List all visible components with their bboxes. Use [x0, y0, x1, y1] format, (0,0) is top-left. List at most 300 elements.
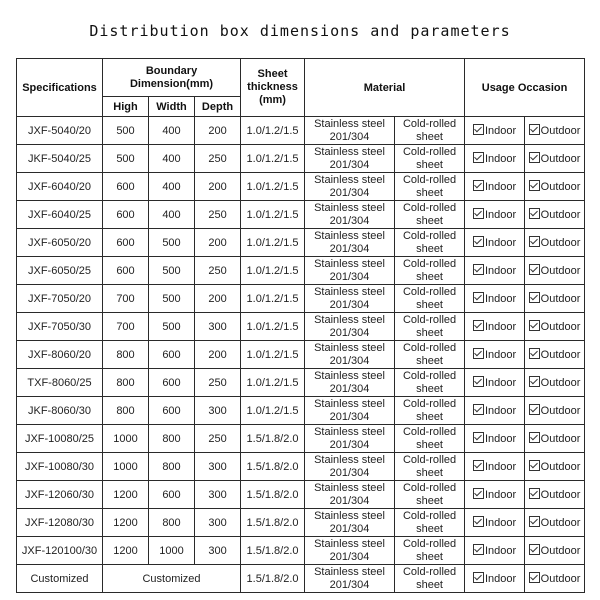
material-coldrolled-line1: Cold-rolled	[402, 537, 457, 550]
cell-spec: TXF-8060/25	[17, 369, 103, 397]
checkbox-checked-icon	[473, 208, 484, 219]
cell-material-coldrolled	[395, 145, 465, 173]
cell-depth: 300	[195, 313, 241, 341]
cell-material-coldrolled	[395, 285, 465, 313]
cell-thickness: 1.0/1.2/1.5	[241, 117, 305, 145]
cell-spec: JXF-6050/20	[17, 229, 103, 257]
cell-high: 1200	[103, 481, 149, 509]
cell-thickness: 1.5/1.8/2.0	[241, 481, 305, 509]
material-coldrolled-line1: Cold-rolled	[402, 481, 457, 494]
header-sheet-line1: Sheet	[257, 68, 288, 80]
usage-indoor-label: Indoor	[484, 125, 517, 137]
cell-depth: 250	[195, 145, 241, 173]
checkbox-checked-icon	[473, 292, 484, 303]
cell-material-stainless	[305, 425, 395, 453]
cell-usage-indoor	[465, 229, 525, 257]
cell-spec: JXF-10080/25	[17, 425, 103, 453]
cell-usage-indoor	[465, 425, 525, 453]
checkbox-checked-icon	[529, 460, 540, 471]
cell-usage-outdoor	[525, 453, 585, 481]
cell-depth: 200	[195, 285, 241, 313]
material-coldrolled-line2: sheet	[416, 186, 443, 199]
cell-material-coldrolled	[395, 173, 465, 201]
table-row	[17, 145, 585, 173]
material-stainless-line1: Stainless steel	[314, 453, 385, 466]
cell-material-coldrolled	[395, 201, 465, 229]
usage-outdoor-label: Outdoor	[540, 545, 581, 557]
cell-usage-indoor	[465, 341, 525, 369]
cell-thickness: 1.0/1.2/1.5	[241, 229, 305, 257]
cell-material-stainless	[305, 565, 395, 593]
cell-high: 1000	[103, 425, 149, 453]
table-row	[17, 481, 585, 509]
cell-usage-outdoor	[525, 257, 585, 285]
page-title: Distribution box dimensions and parameters	[89, 22, 511, 40]
cell-depth: 250	[195, 425, 241, 453]
material-stainless-line1: Stainless steel	[314, 565, 385, 578]
material-stainless-line2: 201/304	[329, 438, 370, 451]
cell-material-stainless	[305, 397, 395, 425]
cell-usage-outdoor	[525, 229, 585, 257]
cell-high: 700	[103, 285, 149, 313]
usage-outdoor-label: Outdoor	[540, 433, 581, 445]
material-stainless-line1: Stainless steel	[314, 509, 385, 522]
table-row	[17, 397, 585, 425]
cell-material-coldrolled	[395, 453, 465, 481]
cell-material-stainless	[305, 313, 395, 341]
cell-usage-outdoor	[525, 173, 585, 201]
usage-indoor-label: Indoor	[484, 349, 517, 361]
usage-indoor-label: Indoor	[484, 573, 517, 585]
material-stainless-line2: 201/304	[329, 158, 370, 171]
cell-width: 400	[149, 201, 195, 229]
header-boundary-line1: Boundary	[145, 64, 198, 77]
table-row	[17, 369, 585, 397]
header-boundary-line2: Dimension(mm)	[129, 77, 214, 90]
material-coldrolled-line1: Cold-rolled	[402, 425, 457, 438]
cell-high: 1000	[103, 453, 149, 481]
material-coldrolled-line2: sheet	[416, 494, 443, 507]
cell-material-stainless	[305, 285, 395, 313]
cell-high: 800	[103, 369, 149, 397]
cell-depth: 250	[195, 369, 241, 397]
usage-indoor-label: Indoor	[484, 181, 517, 193]
checkbox-checked-icon	[529, 348, 540, 359]
cell-usage-indoor	[465, 481, 525, 509]
checkbox-checked-icon	[473, 348, 484, 359]
cell-depth: 250	[195, 201, 241, 229]
usage-outdoor-label: Outdoor	[540, 377, 581, 389]
material-coldrolled-line1: Cold-rolled	[402, 313, 457, 326]
usage-indoor-label: Indoor	[484, 489, 517, 501]
usage-indoor-label: Indoor	[484, 377, 517, 389]
cell-high: 500	[103, 145, 149, 173]
cell-material-coldrolled	[395, 481, 465, 509]
usage-indoor-label: Indoor	[484, 517, 517, 529]
material-coldrolled-line1: Cold-rolled	[402, 509, 457, 522]
cell-usage-outdoor	[525, 425, 585, 453]
material-coldrolled-line1: Cold-rolled	[402, 369, 457, 382]
material-stainless-line1: Stainless steel	[314, 257, 385, 270]
material-stainless-line1: Stainless steel	[314, 117, 385, 130]
header-high: High	[103, 97, 149, 117]
cell-usage-outdoor	[525, 509, 585, 537]
usage-outdoor-label: Outdoor	[540, 125, 581, 137]
cell-usage-indoor	[465, 285, 525, 313]
cell-spec: JXF-8060/20	[17, 341, 103, 369]
checkbox-checked-icon	[473, 376, 484, 387]
checkbox-checked-icon	[529, 292, 540, 303]
material-stainless-line1: Stainless steel	[314, 145, 385, 158]
cell-usage-indoor	[465, 565, 525, 593]
material-coldrolled-line2: sheet	[416, 410, 443, 423]
material-stainless-line2: 201/304	[329, 186, 370, 199]
checkbox-checked-icon	[473, 180, 484, 191]
material-coldrolled-line1: Cold-rolled	[402, 341, 457, 354]
cell-material-stainless	[305, 537, 395, 565]
checkbox-checked-icon	[529, 544, 540, 555]
material-coldrolled-line1: Cold-rolled	[402, 453, 457, 466]
checkbox-checked-icon	[473, 460, 484, 471]
material-coldrolled-line2: sheet	[416, 158, 443, 171]
material-coldrolled-line1: Cold-rolled	[402, 201, 457, 214]
checkbox-checked-icon	[529, 208, 540, 219]
table-row	[17, 509, 585, 537]
cell-material-coldrolled	[395, 397, 465, 425]
table-row	[17, 425, 585, 453]
cell-usage-outdoor	[525, 481, 585, 509]
material-stainless-line1: Stainless steel	[314, 173, 385, 186]
checkbox-checked-icon	[473, 320, 484, 331]
cell-usage-indoor	[465, 257, 525, 285]
checkbox-checked-icon	[473, 152, 484, 163]
checkbox-checked-icon	[473, 572, 484, 583]
cell-usage-indoor	[465, 369, 525, 397]
table-row	[17, 285, 585, 313]
cell-material-coldrolled	[395, 117, 465, 145]
cell-usage-indoor	[465, 453, 525, 481]
material-coldrolled-line2: sheet	[416, 214, 443, 227]
cell-thickness: 1.5/1.8/2.0	[241, 425, 305, 453]
material-stainless-line2: 201/304	[329, 522, 370, 535]
usage-indoor-label: Indoor	[484, 265, 517, 277]
cell-high: 600	[103, 201, 149, 229]
material-coldrolled-line2: sheet	[416, 466, 443, 479]
usage-outdoor-label: Outdoor	[540, 461, 581, 473]
checkbox-checked-icon	[473, 124, 484, 135]
table-body	[17, 117, 585, 593]
cell-material-stainless	[305, 201, 395, 229]
cell-depth: 300	[195, 453, 241, 481]
cell-usage-outdoor	[525, 397, 585, 425]
cell-usage-indoor	[465, 173, 525, 201]
header-material: Material	[305, 59, 465, 117]
usage-indoor-label: Indoor	[484, 433, 517, 445]
cell-usage-indoor	[465, 509, 525, 537]
cell-usage-outdoor	[525, 537, 585, 565]
header-specifications: Specifications	[17, 59, 103, 117]
cell-thickness: 1.0/1.2/1.5	[241, 369, 305, 397]
material-stainless-line1: Stainless steel	[314, 201, 385, 214]
cell-high: 600	[103, 257, 149, 285]
checkbox-checked-icon	[529, 180, 540, 191]
cell-usage-outdoor	[525, 285, 585, 313]
checkbox-checked-icon	[529, 516, 540, 527]
cell-thickness: 1.5/1.8/2.0	[241, 509, 305, 537]
usage-outdoor-label: Outdoor	[540, 405, 581, 417]
usage-outdoor-label: Outdoor	[540, 349, 581, 361]
material-stainless-line2: 201/304	[329, 326, 370, 339]
usage-outdoor-label: Outdoor	[540, 153, 581, 165]
usage-outdoor-label: Outdoor	[540, 321, 581, 333]
cell-spec: JXF-6040/25	[17, 201, 103, 229]
cell-spec: Customized	[17, 565, 103, 593]
checkbox-checked-icon	[529, 404, 540, 415]
material-coldrolled-line1: Cold-rolled	[402, 565, 457, 578]
checkbox-checked-icon	[529, 152, 540, 163]
material-stainless-line2: 201/304	[329, 466, 370, 479]
distribution-box-table	[16, 58, 585, 593]
header-width: Width	[149, 97, 195, 117]
cell-material-stainless	[305, 453, 395, 481]
cell-usage-outdoor	[525, 117, 585, 145]
cell-usage-indoor	[465, 201, 525, 229]
usage-indoor-label: Indoor	[484, 321, 517, 333]
material-stainless-line1: Stainless steel	[314, 285, 385, 298]
checkbox-checked-icon	[529, 236, 540, 247]
cell-spec: JXF-5040/20	[17, 117, 103, 145]
material-coldrolled-line2: sheet	[416, 270, 443, 283]
material-stainless-line1: Stainless steel	[314, 537, 385, 550]
cell-material-stainless	[305, 257, 395, 285]
cell-material-coldrolled	[395, 229, 465, 257]
cell-width: 800	[149, 509, 195, 537]
usage-indoor-label: Indoor	[484, 237, 517, 249]
cell-thickness: 1.0/1.2/1.5	[241, 313, 305, 341]
material-coldrolled-line2: sheet	[416, 326, 443, 339]
cell-depth: 300	[195, 481, 241, 509]
cell-thickness: 1.5/1.8/2.0	[241, 537, 305, 565]
cell-spec: JKF-8060/30	[17, 397, 103, 425]
cell-thickness: 1.5/1.8/2.0	[241, 453, 305, 481]
cell-spec: JXF-10080/30	[17, 453, 103, 481]
material-stainless-line2: 201/304	[329, 410, 370, 423]
material-stainless-line2: 201/304	[329, 550, 370, 563]
material-coldrolled-line1: Cold-rolled	[402, 397, 457, 410]
cell-width: 1000	[149, 537, 195, 565]
cell-usage-indoor	[465, 313, 525, 341]
checkbox-checked-icon	[473, 404, 484, 415]
checkbox-checked-icon	[473, 264, 484, 275]
cell-material-coldrolled	[395, 313, 465, 341]
cell-material-stainless	[305, 509, 395, 537]
cell-material-coldrolled	[395, 565, 465, 593]
cell-thickness: 1.5/1.8/2.0	[241, 565, 305, 593]
table-row	[17, 537, 585, 565]
cell-depth: 200	[195, 117, 241, 145]
material-stainless-line1: Stainless steel	[314, 481, 385, 494]
checkbox-checked-icon	[529, 488, 540, 499]
cell-depth: 300	[195, 509, 241, 537]
cell-width: 800	[149, 453, 195, 481]
header-sheet-line2: thickness	[247, 81, 298, 93]
header-depth: Depth	[195, 97, 241, 117]
material-coldrolled-line2: sheet	[416, 298, 443, 311]
material-coldrolled-line2: sheet	[416, 382, 443, 395]
cell-high: 600	[103, 229, 149, 257]
cell-thickness: 1.0/1.2/1.5	[241, 341, 305, 369]
cell-width: 500	[149, 285, 195, 313]
usage-outdoor-label: Outdoor	[540, 265, 581, 277]
material-coldrolled-line1: Cold-rolled	[402, 145, 457, 158]
cell-usage-indoor	[465, 145, 525, 173]
table-row	[17, 201, 585, 229]
usage-outdoor-label: Outdoor	[540, 517, 581, 529]
cell-width: 500	[149, 257, 195, 285]
material-stainless-line2: 201/304	[329, 298, 370, 311]
cell-usage-outdoor	[525, 341, 585, 369]
table-row-customized	[17, 565, 585, 593]
cell-width: 800	[149, 425, 195, 453]
cell-dimension: Customized	[103, 565, 241, 593]
table-row	[17, 173, 585, 201]
cell-usage-indoor	[465, 537, 525, 565]
table-row	[17, 117, 585, 145]
material-coldrolled-line1: Cold-rolled	[402, 173, 457, 186]
cell-high: 1200	[103, 509, 149, 537]
cell-width: 600	[149, 481, 195, 509]
cell-material-coldrolled	[395, 509, 465, 537]
cell-usage-outdoor	[525, 565, 585, 593]
material-stainless-line2: 201/304	[329, 270, 370, 283]
checkbox-checked-icon	[473, 432, 484, 443]
usage-outdoor-label: Outdoor	[540, 209, 581, 221]
cell-high: 700	[103, 313, 149, 341]
usage-indoor-label: Indoor	[484, 209, 517, 221]
cell-material-stainless	[305, 369, 395, 397]
cell-material-stainless	[305, 173, 395, 201]
checkbox-checked-icon	[529, 264, 540, 275]
material-stainless-line1: Stainless steel	[314, 369, 385, 382]
cell-thickness: 1.0/1.2/1.5	[241, 397, 305, 425]
usage-indoor-label: Indoor	[484, 461, 517, 473]
cell-spec: JXF-6050/25	[17, 257, 103, 285]
cell-width: 400	[149, 173, 195, 201]
cell-usage-indoor	[465, 117, 525, 145]
cell-depth: 200	[195, 229, 241, 257]
checkbox-checked-icon	[529, 320, 540, 331]
checkbox-checked-icon	[529, 124, 540, 135]
cell-usage-outdoor	[525, 145, 585, 173]
header-usage-occasion: Usage Occasion	[465, 59, 585, 117]
header-boundary-dimension	[103, 59, 241, 97]
table-row	[17, 313, 585, 341]
cell-depth: 250	[195, 257, 241, 285]
material-stainless-line2: 201/304	[329, 382, 370, 395]
cell-material-stainless	[305, 145, 395, 173]
material-coldrolled-line1: Cold-rolled	[402, 257, 457, 270]
table-row	[17, 453, 585, 481]
cell-thickness: 1.0/1.2/1.5	[241, 201, 305, 229]
material-coldrolled-line2: sheet	[416, 438, 443, 451]
cell-width: 600	[149, 397, 195, 425]
cell-thickness: 1.0/1.2/1.5	[241, 257, 305, 285]
cell-usage-outdoor	[525, 201, 585, 229]
material-stainless-line2: 201/304	[329, 130, 370, 143]
cell-material-stainless	[305, 341, 395, 369]
header-sheet-line3: (mm)	[259, 94, 286, 106]
cell-high: 800	[103, 397, 149, 425]
material-stainless-line1: Stainless steel	[314, 313, 385, 326]
cell-material-coldrolled	[395, 369, 465, 397]
material-stainless-line2: 201/304	[329, 214, 370, 227]
cell-high: 1200	[103, 537, 149, 565]
cell-spec: JXF-7050/30	[17, 313, 103, 341]
cell-thickness: 1.0/1.2/1.5	[241, 145, 305, 173]
cell-width: 400	[149, 117, 195, 145]
cell-high: 500	[103, 117, 149, 145]
material-stainless-line1: Stainless steel	[314, 229, 385, 242]
cell-material-coldrolled	[395, 341, 465, 369]
cell-material-stainless	[305, 481, 395, 509]
cell-spec: JXF-7050/20	[17, 285, 103, 313]
material-stainless-line1: Stainless steel	[314, 397, 385, 410]
table-row	[17, 257, 585, 285]
usage-indoor-label: Indoor	[484, 405, 517, 417]
cell-width: 600	[149, 341, 195, 369]
material-coldrolled-line2: sheet	[416, 130, 443, 143]
table-row	[17, 341, 585, 369]
cell-high: 600	[103, 173, 149, 201]
cell-material-stainless	[305, 117, 395, 145]
usage-indoor-label: Indoor	[484, 545, 517, 557]
material-stainless-line2: 201/304	[329, 354, 370, 367]
cell-spec: JXF-12080/30	[17, 509, 103, 537]
checkbox-checked-icon	[473, 516, 484, 527]
material-stainless-line2: 201/304	[329, 494, 370, 507]
cell-usage-indoor	[465, 397, 525, 425]
material-coldrolled-line2: sheet	[416, 550, 443, 563]
material-stainless-line2: 201/304	[329, 242, 370, 255]
cell-depth: 300	[195, 537, 241, 565]
cell-usage-outdoor	[525, 313, 585, 341]
cell-depth: 200	[195, 173, 241, 201]
material-coldrolled-line2: sheet	[416, 522, 443, 535]
usage-outdoor-label: Outdoor	[540, 489, 581, 501]
checkbox-checked-icon	[473, 236, 484, 247]
checkbox-checked-icon	[529, 432, 540, 443]
cell-depth: 200	[195, 341, 241, 369]
material-stainless-line2: 201/304	[329, 578, 370, 591]
material-coldrolled-line1: Cold-rolled	[402, 285, 457, 298]
usage-indoor-label: Indoor	[484, 293, 517, 305]
cell-width: 600	[149, 369, 195, 397]
material-stainless-line1: Stainless steel	[314, 341, 385, 354]
material-coldrolled-line1: Cold-rolled	[402, 117, 457, 130]
cell-material-stainless	[305, 229, 395, 257]
usage-outdoor-label: Outdoor	[540, 573, 581, 585]
usage-outdoor-label: Outdoor	[540, 181, 581, 193]
checkbox-checked-icon	[473, 544, 484, 555]
material-coldrolled-line2: sheet	[416, 242, 443, 255]
usage-outdoor-label: Outdoor	[540, 237, 581, 249]
usage-indoor-label: Indoor	[484, 153, 517, 165]
cell-spec: JXF-120100/30	[17, 537, 103, 565]
cell-width: 400	[149, 145, 195, 173]
material-stainless-line1: Stainless steel	[314, 425, 385, 438]
material-coldrolled-line1: Cold-rolled	[402, 229, 457, 242]
table-row	[17, 229, 585, 257]
